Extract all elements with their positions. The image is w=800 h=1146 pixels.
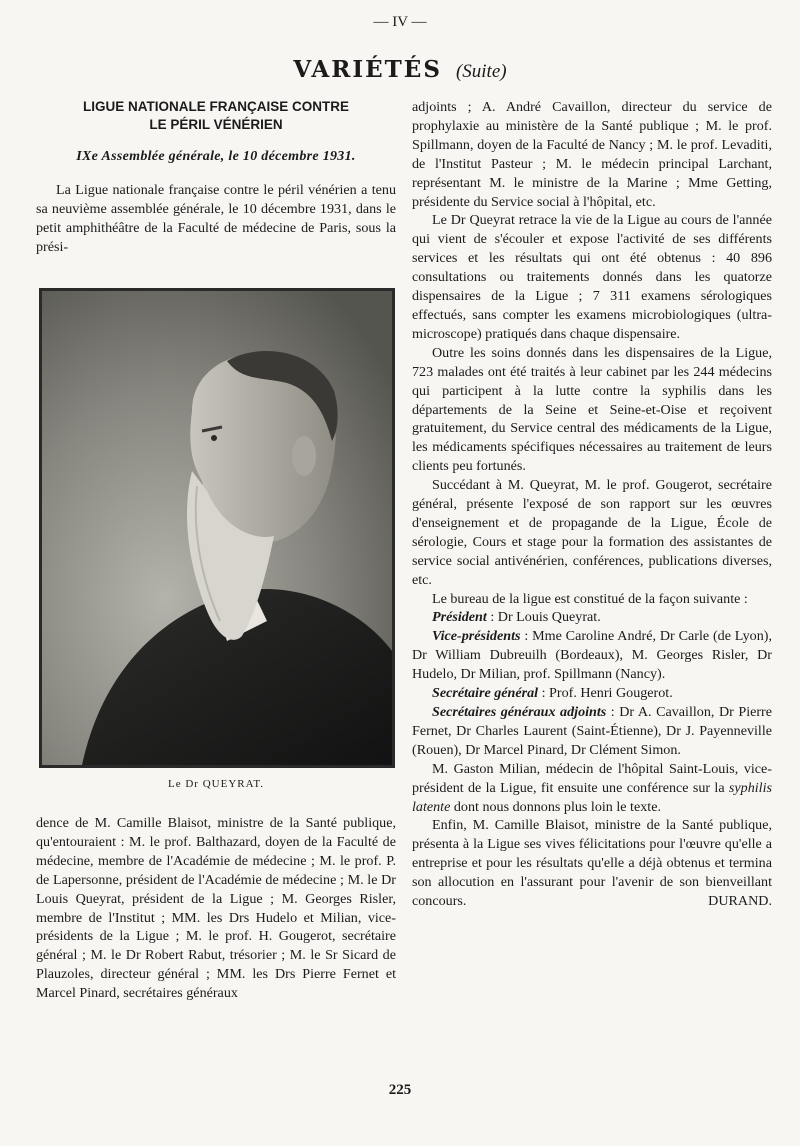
- page-number: 225: [388, 1082, 412, 1098]
- vp-value: : Mme Caroline André, Dr Carle (de Lyon), Dr William Dubreuilh (Bordeaux), M. Georges Risler, Dr Hudelo, Dr Milian, prof. Spillmann (Nancy).: [412, 628, 772, 683]
- milian-italic: syphilis latente: [412, 779, 772, 815]
- left-column: [36, 98, 396, 257]
- sga-label: Secrétaires généraux adjoints: [432, 704, 607, 720]
- milian-text-a: M. Gaston Milian, médecin de l'hôpital Saint-Louis, vice-président de la Ligue, fit ensuite une conférence sur la: [412, 760, 772, 796]
- portrait-photo: [39, 288, 395, 768]
- sga-value: : Dr A. Cavaillon, Dr Pierre Fernet, Dr Charles Laurent (Saint-Étienne), Dr J. Payenneville (Rouen), Dr Marcel Pinard, Dr Clément Simon.: [412, 704, 773, 758]
- section-heading-line2: LE PÉRIL VÉNÉRIEN: [149, 117, 283, 132]
- intro-paragraph: La Ligue nationale française contre le péril vénérien a tenu sa neuvième assemblée générale, le 10 décembre 1931, dans le petit amphithéâtre de la Faculté de médecine de Paris, sous la prési-: [36, 181, 396, 255]
- sg-value: : Prof. Henri Gougerot.: [538, 685, 673, 702]
- bureau-secretaries-adjoints: [412, 703, 772, 760]
- paragraph-attendees: adjoints ; A. André Cavaillon, directeur du service de prophylaxie au ministère de la Santé publique ; M. le prof. Spillmann, doyen de la Faculté de Nancy ; M. le prof. Levaditi, de l'Institut Pasteur ; M. le médecin principal Larchant, représentant M. le ministre de la Marine ; Mme Getting, présidente du Service social à l'hôpital, etc.: [412, 99, 772, 210]
- title-text: VARIÉTÉS: [293, 56, 442, 83]
- sg-label: Secrétaire général: [432, 685, 539, 702]
- paragraph-care: Outre les soins donnés dans les dispensaires de la Ligue, 723 malades ont été traités à leur cabinet par les 244 médecins qui participent à la lutte contre la syphilis dans les départements de la Seine et Seine-et-Oise et reçoivent gratuitement, du Service central des médicaments de la Ligue, les médicaments spécifiques nécessaires au traitement de leurs clients peu fortunés.: [412, 344, 772, 475]
- paragraph-queyrat-report: Le Dr Queyrat retrace la vie de la Ligue au cours de l'année qui vient de s'écouler et expose l'activité de ses différents services et les résultats qui ont été obtenus : 40 896 consultations ou traitements donnés dans les quatorze dispensaires de la Ligue ; 7 311 examens sérologiques effectués, sans compter les examens microbiologiques (ultra-microscope) pratiqués dans chaque dispensaire.: [412, 212, 772, 342]
- page-folio: — IV —: [373, 14, 427, 30]
- article-title: [0, 56, 800, 83]
- blaisot-text: Enfin, M. Camille Blaisot, ministre de la Santé publique, présenta à la Ligue ses vives félicitations pour l'œuvre qu'elle a entreprise et pour les résultats qu'elle a déjà obtenus et termina son allocution en l'assurant pour l'avenir de son bienveillant concours.: [412, 817, 772, 910]
- bureau-president: [412, 608, 772, 627]
- paragraph-gougerot: Succédant à M. Queyrat, M. le prof. Gougerot, secrétaire général, présente l'exposé de son rapport sur les œuvres d'enseignement et de propagande de la Ligue, École de sérologie, Cours et stage pour la formation des assistantes de service social antivénérien, conférences, publications diverses, etc.: [412, 477, 772, 588]
- bureau-vice-presidents: [412, 627, 772, 684]
- portrait-figure: [42, 291, 392, 765]
- signature: DURAND.: [708, 893, 772, 910]
- bureau-secretary: [412, 684, 772, 703]
- section-heading: [36, 98, 396, 134]
- paragraph-bureau-intro: Le bureau de la ligue est constitué de la façon suivante :: [432, 590, 748, 607]
- president-value: : Dr Louis Queyrat.: [486, 609, 601, 626]
- paragraph-blaisot: [412, 816, 772, 911]
- vp-label: Vice-présidents: [432, 628, 521, 645]
- section-subheading: IXe Assemblée générale, le 10 décembre 1931.: [76, 149, 356, 164]
- milian-text-b: dont nous donnons plus loin le texte.: [450, 798, 661, 815]
- president-label: Président: [432, 609, 487, 626]
- title-suffix: (Suite): [455, 61, 507, 82]
- continuation-paragraph: dence de M. Camille Blaisot, ministre de la Santé publique, qu'entouraient : M. le prof. Balthazard, doyen de la Faculté de médecine, membre de l'Académie de médecine ; M. le prof. P. de Lapersonne, président de l'Académie de médecine ; M. le Dr Louis Queyrat, président de la Ligue ; M. Georges Risler, membre de l'Institut ; MM. les Drs Hudelo et Milian, vice-présidents de la Ligue ; M. le prof. H. Gougerot, secrétaire général ; M. le Dr Robert Rabut, trésorier ; M. le Sr Sicard de Plauzoles, directeur général ; MM. les Drs Pierre Fernet et Marcel Pinard, secrétaires généraux: [36, 815, 396, 1002]
- left-column-continued: [36, 814, 396, 1003]
- section-heading-line1: LIGUE NATIONALE FRANÇAISE CONTRE: [83, 99, 349, 114]
- right-column: [412, 98, 772, 911]
- paragraph-milian: [412, 760, 772, 817]
- photo-caption: Le Dr QUEYRAT.: [168, 778, 264, 790]
